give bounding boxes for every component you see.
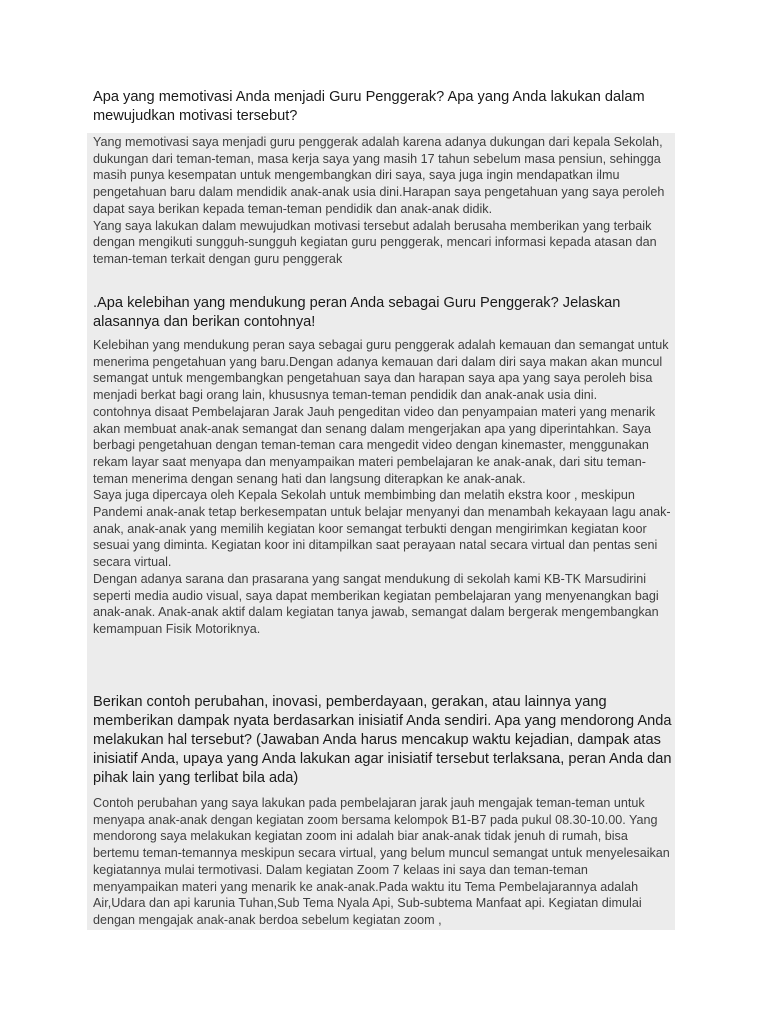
answer-paragraph: Kelebihan yang mendukung peran saya sebagai guru penggerak adalah kemauan dan semangat untuk menerima pengetahuan yang baru.Dengan adanya kemauan dari dalam diri saya makan akan muncul semangat untuk mengembangkan pengetahuan saya dan harapan saya apa yang saya peroleh bisa menjadi berkat bagi orang lain, khususnya teman-teman pendidik dan anak-anak usia dini. [93,338,669,403]
answer-paragraph: Yang saya lakukan dalam mewujudkan motivasi tersebut adalah berusaha memberikan yang terbaik dengan mengikuti sungguh-sungguh kegiatan guru penggerak, mencari informasi kepada atasan dan teman-teman terkait dengan guru penggerak [93,218,657,266]
question-3: Berikan contoh perubahan, inovasi, pemberdayaan, gerakan, atau lainnya yang memberikan dampak nyata berdasarkan inisiatif Anda sendiri. Apa yang mendorong Anda melakukan hal tersebut? (Jawaban Anda harus mencakup waktu kejadian, dampak atas inisiatif Anda, upaya yang Anda lakukan agar inisiatif tersebut terlaksana, peran Anda dan pihak lain yang terlibat bila ada) [93,694,672,786]
answer-paragraph: Dengan adanya sarana dan prasarana yang sangat mendukung di sekolah kami KB-TK Marsudirini seperti media audio visual, saya dapat memberikan kegiatan pembelajaran yang menyenangkan bagi anak-anak. Anak-anak aktif dalam kegiatan tanya jawab, semangat dalam bergerak mengembangkan kemampuan Fisik Motoriknya. [93,571,659,636]
answer-paragraph: contohnya disaat Pembelajaran Jarak Jauh pengeditan video dan penyampaian materi yang menarik akan membuat anak-anak semangat dan senang dalam mengerjakan apa yang diperintahkan. Saya berbagi pengetahuan dengan teman-teman cara mengedit video dengan kinemaster, menggunakan rekam layar saat menyapa dan menyampaikan materi pembelajaran ke anak-anak, dari situ teman-teman menerima dengan senang hati dan langsung diterapkan ke anak-anak. [93,404,656,486]
answer-block-2 [87,288,675,680]
question-2: .Apa kelebihan yang mendukung peran Anda sebagai Guru Penggerak? Jelaskan alasannya dan berikan contohnya! [93,295,621,330]
answer-paragraph: Yang memotivasi saya menjadi guru penggerak adalah karena adanya dukungan dari kepala Sekolah, dukungan dari teman-teman, masa kerja saya yang masih 17 tahun sebelum masa pensiun, sehingga masih punya kesempatan untuk mengembangkan diri saya, saya juga ingin mendapatkan ilmu pengetahuan baru dalam mendidik anak-anak usia dini.Harapan saya pengetahuan yang saya peroleh dapat saya berikan kepada teman-teman pendidik dan anak-anak didik. [93,135,665,216]
question-1: Apa yang memotivasi Anda menjadi Guru Penggerak? Apa yang Anda lakukan dalam mewujudkan motivasi tersebut? [93,89,645,124]
answer-paragraph: Contoh perubahan yang saya lakukan pada pembelajaran jarak jauh mengajak teman-teman untuk menyapa anak-anak dengan kegiatan zoom bersama kelompok B1-B7 pada pukul 08.30-10.00. Yang mendorong saya melakukan kegiatan zoom ini adalah biar anak-anak tidak jenuh di rumah, bisa bertemu teman-temannya meskipun secara virtual, yang belum muncul semangat untuk menyelesaikan kegiatannya mulai termotivasi. Dalam kegiatan Zoom 7 kelaas ini saya dan teman-teman menyampaikan materi yang menarik ke anak-anak.Pada waktu itu Tema Pembelajarannya adalah Air,Udara dan api karunia Tuhan,Sub Tema Nyala Api, Sub-subtema Manfaat api. Kegiatan dimulai dengan mengajak anak-anak berdoa sebelum kegiatan zoom , [93,796,670,927]
answer-paragraph: Saya juga dipercaya oleh Kepala Sekolah untuk membimbing dan melatih ekstra koor , meskipun Pandemi anak-anak tetap berkesempatan untuk belajar menyanyi dan menambah kekayaan lagu anak-anak, anak-anak yang memilih kegiatan koor semangat terbukti dengan mengirimkan kegiatan koor sesuai yang diminta. Kegiatan koor ini ditampilkan saat perayaan natal secara virtual dan pentas seni secara virtual. [93,488,671,570]
answer-block-1 [87,133,675,288]
